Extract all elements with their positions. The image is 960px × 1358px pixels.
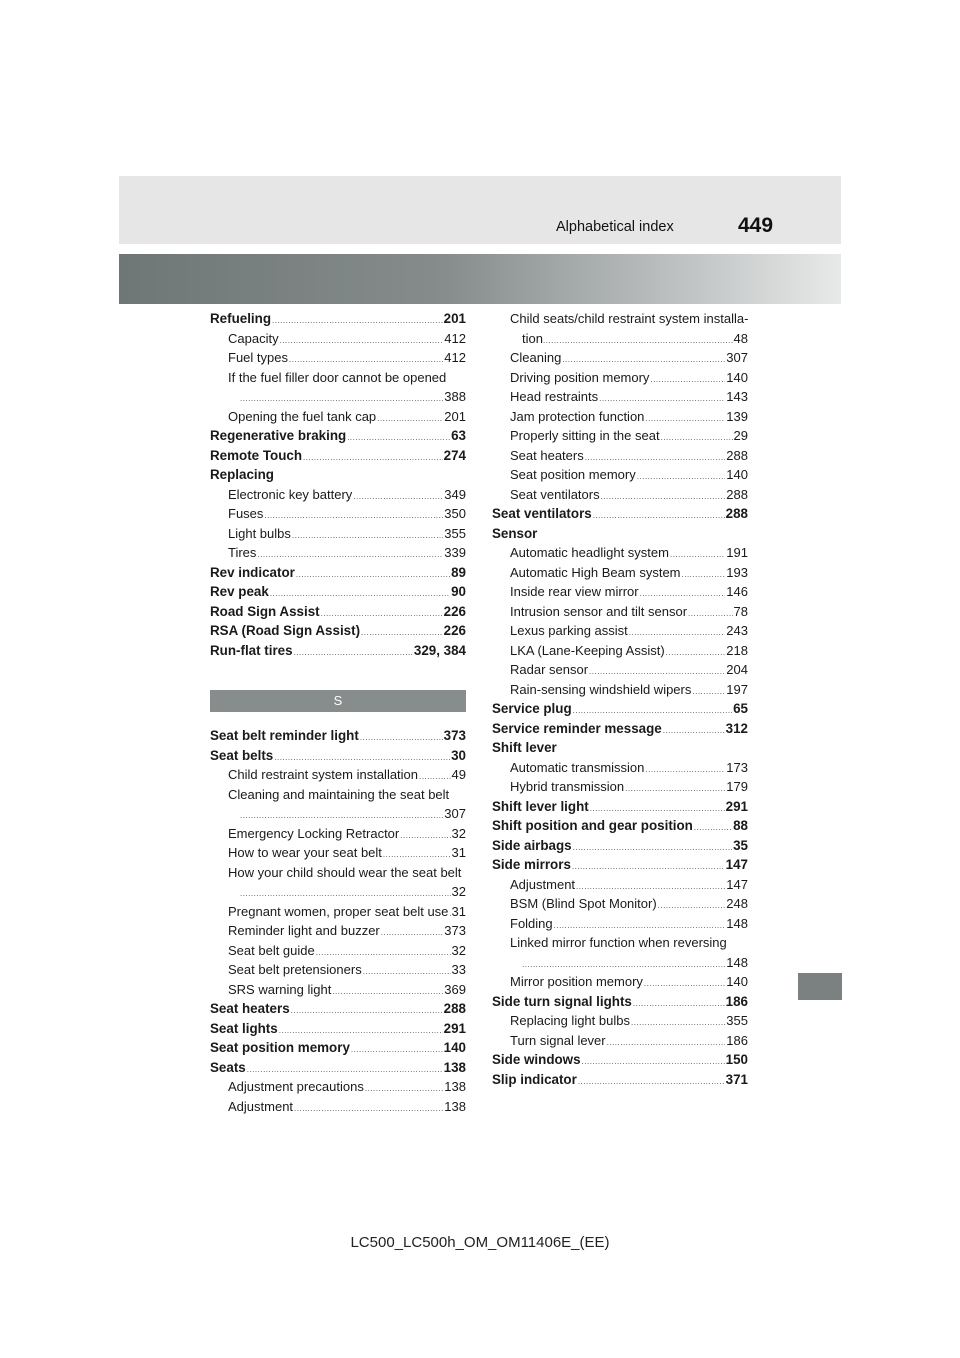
index-entry-label: Seat position memory xyxy=(510,467,636,482)
index-entry[interactable] xyxy=(210,407,466,427)
index-entry[interactable] xyxy=(210,746,466,766)
dot-leader xyxy=(644,974,725,994)
page-ref[interactable]: 140 xyxy=(726,369,748,385)
page-ref[interactable]: 204 xyxy=(726,662,748,677)
index-entry-label: Radar sensor xyxy=(510,662,589,677)
index-entry-label: Seat belt reminder light xyxy=(210,728,359,743)
page-ref[interactable]: 339 xyxy=(444,545,466,560)
page-ref[interactable]: 329, 384 xyxy=(413,642,466,658)
index-entry-label: Regenerative braking xyxy=(210,428,347,443)
index-entry[interactable] xyxy=(210,329,466,349)
entry-group xyxy=(492,972,748,1089)
page-ref[interactable]: 373 xyxy=(444,923,466,938)
index-entry[interactable] xyxy=(492,699,748,719)
index-entry[interactable] xyxy=(210,1097,466,1117)
dot-leader xyxy=(377,409,443,429)
index-entry-label: Turn signal lever xyxy=(510,1032,606,1048)
dot-leader xyxy=(582,1052,725,1072)
index-entry[interactable] xyxy=(210,465,466,485)
index-entry[interactable] xyxy=(210,941,466,961)
document-code: LC500_LC500h_OM_OM11406E_(EE) xyxy=(350,1234,610,1251)
header-bar xyxy=(119,176,841,244)
dot-leader xyxy=(593,506,725,526)
index-entry-label: Side turn signal lights xyxy=(492,993,632,1009)
index-entry-label: Reminder light and buzzer xyxy=(228,923,380,938)
index-entry[interactable] xyxy=(492,914,748,934)
dot-leader xyxy=(573,838,732,858)
page-ref[interactable]: 226 xyxy=(443,603,466,619)
index-entry-label: Inside rear view mirror xyxy=(510,584,639,599)
dot-leader xyxy=(289,350,443,370)
index-entry-label: Driving position memory xyxy=(510,369,650,385)
index-entry[interactable] xyxy=(210,765,466,785)
index-entry[interactable] xyxy=(492,758,748,778)
index-entry-continuation xyxy=(210,804,466,824)
index-entry-label: Tires xyxy=(228,545,257,560)
dot-leader xyxy=(347,428,450,448)
index-entry-label: Rev peak xyxy=(210,584,269,599)
page-ref[interactable]: 33 xyxy=(451,962,466,977)
index-entry[interactable] xyxy=(210,446,466,466)
page-ref[interactable]: 138 xyxy=(444,1079,466,1094)
page-ref[interactable]: 88 xyxy=(733,818,748,833)
index-entry-label: Seat heaters xyxy=(210,1001,290,1016)
index-entry-label: Mirror position memory xyxy=(510,974,643,989)
index-entry-label: Seats xyxy=(210,1059,246,1075)
index-entry[interactable] xyxy=(210,504,466,524)
dot-leader xyxy=(631,1013,725,1033)
dot-leader xyxy=(294,643,413,663)
index-entry[interactable] xyxy=(210,960,466,980)
page-ref[interactable]: 218 xyxy=(726,642,748,658)
page-ref[interactable]: 30 xyxy=(451,747,466,763)
index-entry-label: Seat heaters xyxy=(510,447,584,463)
index-entry[interactable] xyxy=(492,719,748,739)
index-entry[interactable] xyxy=(492,1031,748,1051)
page-ref[interactable]: 35 xyxy=(733,837,748,853)
index-entry[interactable] xyxy=(492,1050,748,1070)
page-ref[interactable]: 186 xyxy=(725,993,748,1009)
index-entry-label: How to wear your seat belt xyxy=(228,845,382,860)
index-entry-label: Service reminder message xyxy=(492,720,662,736)
index-entry[interactable] xyxy=(210,426,466,446)
page-ref[interactable]: 148 xyxy=(726,915,748,931)
page-ref[interactable]: 350 xyxy=(444,506,466,521)
index-entry-continuation xyxy=(210,882,466,902)
dot-leader xyxy=(365,1079,443,1099)
index-entry-label: Remote Touch xyxy=(210,447,303,463)
index-entry[interactable] xyxy=(210,824,466,844)
index-entry-label: Automatic High Beam system xyxy=(510,564,681,580)
index-entry[interactable] xyxy=(492,465,748,485)
index-entry[interactable] xyxy=(210,980,466,1000)
index-entry[interactable] xyxy=(492,563,748,583)
index-entry[interactable] xyxy=(492,1011,748,1031)
page-ref[interactable]: 291 xyxy=(725,798,748,814)
index-entry[interactable] xyxy=(210,1019,466,1039)
dot-leader xyxy=(645,760,725,780)
page-ref[interactable]: 201 xyxy=(443,311,466,326)
page-ref[interactable]: 32 xyxy=(451,942,466,958)
index-entry[interactable] xyxy=(210,726,466,746)
page-ref[interactable]: 201 xyxy=(444,408,466,424)
page-ref[interactable]: 138 xyxy=(443,1059,466,1075)
dot-leader xyxy=(658,896,726,916)
page-ref[interactable]: 140 xyxy=(726,974,748,989)
page-ref[interactable]: 191 xyxy=(726,545,748,560)
dot-leader xyxy=(682,565,726,585)
page-ref[interactable]: 147 xyxy=(726,876,748,892)
page-ref[interactable]: 288 xyxy=(726,486,748,502)
index-entry[interactable] xyxy=(492,426,748,446)
index-entry-label: Lexus parking assist xyxy=(510,623,628,638)
index-entry-label: Run-flat tires xyxy=(210,642,293,658)
index-entry[interactable] xyxy=(492,504,748,524)
dot-leader xyxy=(353,487,443,507)
index-entry-label: tion xyxy=(522,330,543,346)
entry-group xyxy=(210,902,466,1117)
index-entry[interactable] xyxy=(210,309,466,329)
index-entry-label: Seat ventilators xyxy=(510,486,600,502)
index-entry-label: Side windows xyxy=(492,1052,581,1067)
index-entry-label: Child restraint system installation xyxy=(228,767,419,782)
index-entry-label: Fuel types xyxy=(228,350,288,365)
index-entry[interactable] xyxy=(492,777,748,797)
index-entry-label: Light bulbs xyxy=(228,525,291,541)
index-entry-label: Adjustment xyxy=(510,876,576,892)
dot-leader xyxy=(272,311,443,331)
dot-leader xyxy=(381,923,444,943)
dot-leader xyxy=(296,565,450,585)
index-entry[interactable] xyxy=(492,543,748,563)
index-entry-label: SRS warning light xyxy=(228,981,332,997)
dot-leader xyxy=(694,818,732,838)
page-ref[interactable]: 140 xyxy=(726,467,748,482)
index-entry[interactable] xyxy=(492,797,748,817)
index-entry[interactable] xyxy=(492,875,748,895)
page-ref[interactable]: 148 xyxy=(726,954,748,970)
index-entry[interactable] xyxy=(210,1058,466,1078)
dot-leader xyxy=(264,506,443,526)
index-entry-label: Shift lever light xyxy=(492,798,589,814)
page-ref[interactable]: 150 xyxy=(725,1052,748,1067)
index-entry-label: BSM (Blind Spot Monitor) xyxy=(510,896,657,911)
page-ref[interactable]: 243 xyxy=(726,623,748,638)
dot-leader xyxy=(292,526,443,546)
dot-leader xyxy=(280,331,444,351)
page-ref[interactable]: 373 xyxy=(443,728,466,743)
dot-leader xyxy=(383,845,451,865)
index-entry-label: Service plug xyxy=(492,701,572,716)
index-entry-label: Capacity xyxy=(228,330,279,346)
index-entry-label: Seat ventilators xyxy=(492,506,592,521)
index-entry-label: Seat belt guide xyxy=(228,942,315,958)
index-entry-continuation xyxy=(492,329,748,349)
index-entry-label: Adjustment precautions xyxy=(228,1079,364,1094)
index-entry[interactable] xyxy=(492,1070,748,1090)
page-ref[interactable]: 412 xyxy=(444,330,466,346)
dot-leader xyxy=(294,1099,443,1119)
index-entry[interactable] xyxy=(492,992,748,1012)
page-ref[interactable]: 288 xyxy=(726,447,748,463)
index-entry[interactable] xyxy=(210,348,466,368)
index-entry-label: Head restraints xyxy=(510,389,599,404)
dot-leader xyxy=(601,487,726,507)
dot-leader xyxy=(607,1033,726,1053)
index-entry-label: LKA (Lane-Keeping Assist) xyxy=(510,642,665,658)
index-entry[interactable] xyxy=(210,641,466,661)
dot-leader xyxy=(625,779,725,799)
index-entry[interactable] xyxy=(492,660,748,680)
index-entry-label: Adjustment xyxy=(228,1098,294,1114)
page-ref[interactable]: 388 xyxy=(444,389,466,404)
index-entry[interactable] xyxy=(492,836,748,856)
page-ref[interactable]: 288 xyxy=(443,1001,466,1016)
index-entry[interactable] xyxy=(210,1038,466,1058)
index-entry-label: Pregnant women, proper seat belt use xyxy=(228,903,449,919)
page-ref[interactable]: 312 xyxy=(725,720,748,736)
dot-leader xyxy=(692,682,725,702)
index-entry-label: Seat belt pretensioners xyxy=(228,962,362,977)
index-entry-label: If the fuel filler door cannot be opened xyxy=(228,369,447,385)
dot-leader xyxy=(351,1040,443,1060)
page-ref[interactable]: 173 xyxy=(726,759,748,775)
page-ref[interactable]: 307 xyxy=(726,350,748,365)
entry-group xyxy=(210,726,466,785)
decorative-band xyxy=(119,254,841,304)
entry-group xyxy=(210,407,466,661)
index-entry-label: Side airbags xyxy=(492,837,572,853)
page-ref[interactable]: 369 xyxy=(444,981,466,997)
page-ref[interactable]: 48 xyxy=(733,330,748,346)
index-entry-label: Seat position memory xyxy=(210,1040,350,1055)
index-column-left xyxy=(210,309,466,1116)
dot-leader xyxy=(661,428,733,448)
dot-leader xyxy=(400,826,450,846)
index-entry[interactable] xyxy=(492,387,748,407)
index-entry-label: Jam protection function xyxy=(510,408,645,424)
index-entry-label: Cleaning and maintaining the seat belt xyxy=(228,786,450,802)
index-entry-label: Slip indicator xyxy=(492,1071,577,1087)
page-number: 449 xyxy=(738,214,774,237)
dot-leader xyxy=(543,331,733,351)
dot-leader xyxy=(578,1072,725,1092)
index-entry-label: Electronic key battery xyxy=(228,486,353,502)
index-entry[interactable] xyxy=(492,582,748,602)
index-entry-label: Road Sign Assist xyxy=(210,603,320,619)
index-entry[interactable] xyxy=(210,602,466,622)
index-entry-label: Fuses xyxy=(228,506,264,521)
index-entry[interactable] xyxy=(210,843,466,863)
dot-leader xyxy=(363,962,451,982)
index-entry-label: Hybrid transmission xyxy=(510,779,625,794)
index-entry[interactable] xyxy=(210,524,466,544)
letter-section-header: S xyxy=(210,690,466,712)
index-entry-continuation xyxy=(492,953,748,973)
page-ref[interactable]: 146 xyxy=(726,584,748,599)
index-entry[interactable] xyxy=(492,894,748,914)
index-entry[interactable] xyxy=(210,921,466,941)
index-entry[interactable] xyxy=(210,999,466,1019)
page-ref[interactable]: 31 xyxy=(451,903,466,919)
index-entry[interactable] xyxy=(492,407,748,427)
page-ref[interactable]: 140 xyxy=(443,1040,466,1055)
page-ref[interactable]: 31 xyxy=(451,845,466,860)
page-ref[interactable]: 226 xyxy=(443,623,466,638)
page-ref[interactable]: 90 xyxy=(451,584,466,599)
index-entry-label: Refueling xyxy=(210,311,272,326)
dot-leader xyxy=(666,643,726,663)
page-ref[interactable]: 179 xyxy=(726,779,748,794)
dot-leader xyxy=(572,857,725,877)
index-entry[interactable] xyxy=(210,563,466,583)
page-ref[interactable]: 248 xyxy=(726,896,748,911)
index-entry-label: Shift position and gear position xyxy=(492,818,693,833)
index-entry-label: Shift lever xyxy=(492,740,557,755)
dot-leader xyxy=(663,721,725,741)
page-ref[interactable]: 186 xyxy=(726,1032,748,1048)
index-entry[interactable] xyxy=(492,348,748,368)
page-ref[interactable]: 193 xyxy=(726,564,748,580)
dot-leader xyxy=(291,1001,443,1021)
page-ref[interactable]: 32 xyxy=(451,825,466,841)
page-ref[interactable]: 65 xyxy=(733,701,748,716)
dot-leader xyxy=(633,994,725,1014)
index-entry-label: Replacing xyxy=(210,467,274,482)
index-entry[interactable] xyxy=(492,368,748,388)
section-title: Alphabetical index xyxy=(556,219,674,235)
index-entry-label: Emergency Locking Retractor xyxy=(228,825,400,841)
index-entry[interactable] xyxy=(210,621,466,641)
page-ref[interactable]: 138 xyxy=(444,1098,466,1114)
index-entry-label: Replacing light bulbs xyxy=(510,1013,630,1028)
page-ref[interactable]: 49 xyxy=(451,767,466,782)
index-entry[interactable] xyxy=(210,582,466,602)
index-entry-label: Seat belts xyxy=(210,747,274,763)
index-entry[interactable] xyxy=(210,1077,466,1097)
index-entry[interactable] xyxy=(492,816,748,836)
index-entry[interactable] xyxy=(492,621,748,641)
index-entry-continuation xyxy=(210,387,466,407)
page-ref[interactable]: 307 xyxy=(444,806,466,821)
page-ref[interactable]: 32 xyxy=(451,884,466,899)
index-entry-label: Automatic headlight system xyxy=(510,545,669,560)
index-entry-label: Properly sitting in the seat xyxy=(510,428,660,443)
index-entry-label: Sensor xyxy=(492,525,538,541)
page-ref[interactable]: 355 xyxy=(726,1013,748,1028)
index-entry-label: How your child should wear the seat belt xyxy=(228,864,462,880)
dot-leader xyxy=(637,467,726,487)
index-entry[interactable] xyxy=(210,543,466,563)
index-entry[interactable] xyxy=(492,485,748,505)
entry-group xyxy=(492,348,748,933)
index-entry[interactable] xyxy=(492,855,748,875)
page-ref[interactable]: 78 xyxy=(733,603,748,619)
index-entry-label: Rev indicator xyxy=(210,564,295,580)
dot-leader xyxy=(650,370,725,390)
index-entry[interactable] xyxy=(492,641,748,661)
index-column-right xyxy=(492,309,748,1089)
index-entry[interactable] xyxy=(210,902,466,922)
dot-leader xyxy=(303,448,443,468)
page-ref[interactable]: 197 xyxy=(726,681,748,697)
page-ref[interactable]: 291 xyxy=(443,1020,466,1036)
page-ref[interactable]: 139 xyxy=(726,408,748,424)
index-entry-label: Folding xyxy=(510,915,553,931)
page-ref[interactable]: 288 xyxy=(725,506,748,521)
index-entry-label: Linked mirror function when reversing xyxy=(510,935,727,950)
dot-leader xyxy=(419,767,451,787)
page-ref[interactable]: 355 xyxy=(444,525,466,541)
index-entry[interactable] xyxy=(210,485,466,505)
page-ref[interactable]: 29 xyxy=(733,428,748,443)
index-entry[interactable] xyxy=(492,602,748,622)
page-ref[interactable]: 63 xyxy=(451,428,466,443)
page-ref[interactable]: 147 xyxy=(725,857,748,872)
index-entry[interactable] xyxy=(492,738,748,758)
index-entry-label: Intrusion sensor and tilt sensor xyxy=(510,603,688,619)
page-ref[interactable]: 274 xyxy=(443,447,466,463)
index-entry-label: RSA (Road Sign Assist) xyxy=(210,623,361,638)
index-entry-label: Opening the fuel tank cap xyxy=(228,408,377,424)
index-entry-label: Cleaning xyxy=(510,350,562,365)
entry-group xyxy=(210,824,466,863)
index-entry-label: Seat lights xyxy=(210,1020,278,1036)
index-entry-label: Automatic transmission xyxy=(510,759,645,775)
index-entry-label: Side mirrors xyxy=(492,857,571,872)
index-entry-label: Child seats/child restraint system installa- xyxy=(510,311,749,326)
index-entry-label: Rain-sensing windshield wipers xyxy=(510,681,692,697)
dot-leader xyxy=(360,728,443,748)
dot-leader xyxy=(332,982,443,1002)
chapter-tab xyxy=(798,973,842,1000)
index-entry[interactable] xyxy=(492,446,748,466)
page-ref[interactable]: 143 xyxy=(726,389,748,404)
index-entry[interactable] xyxy=(492,972,748,992)
entry-group xyxy=(210,309,466,368)
page-ref[interactable]: 89 xyxy=(451,564,466,580)
page-ref[interactable]: 371 xyxy=(725,1071,748,1087)
index-entry[interactable] xyxy=(492,524,748,544)
page-ref[interactable]: 349 xyxy=(444,486,466,502)
index-entry[interactable] xyxy=(492,680,748,700)
page-ref[interactable]: 412 xyxy=(444,350,466,365)
